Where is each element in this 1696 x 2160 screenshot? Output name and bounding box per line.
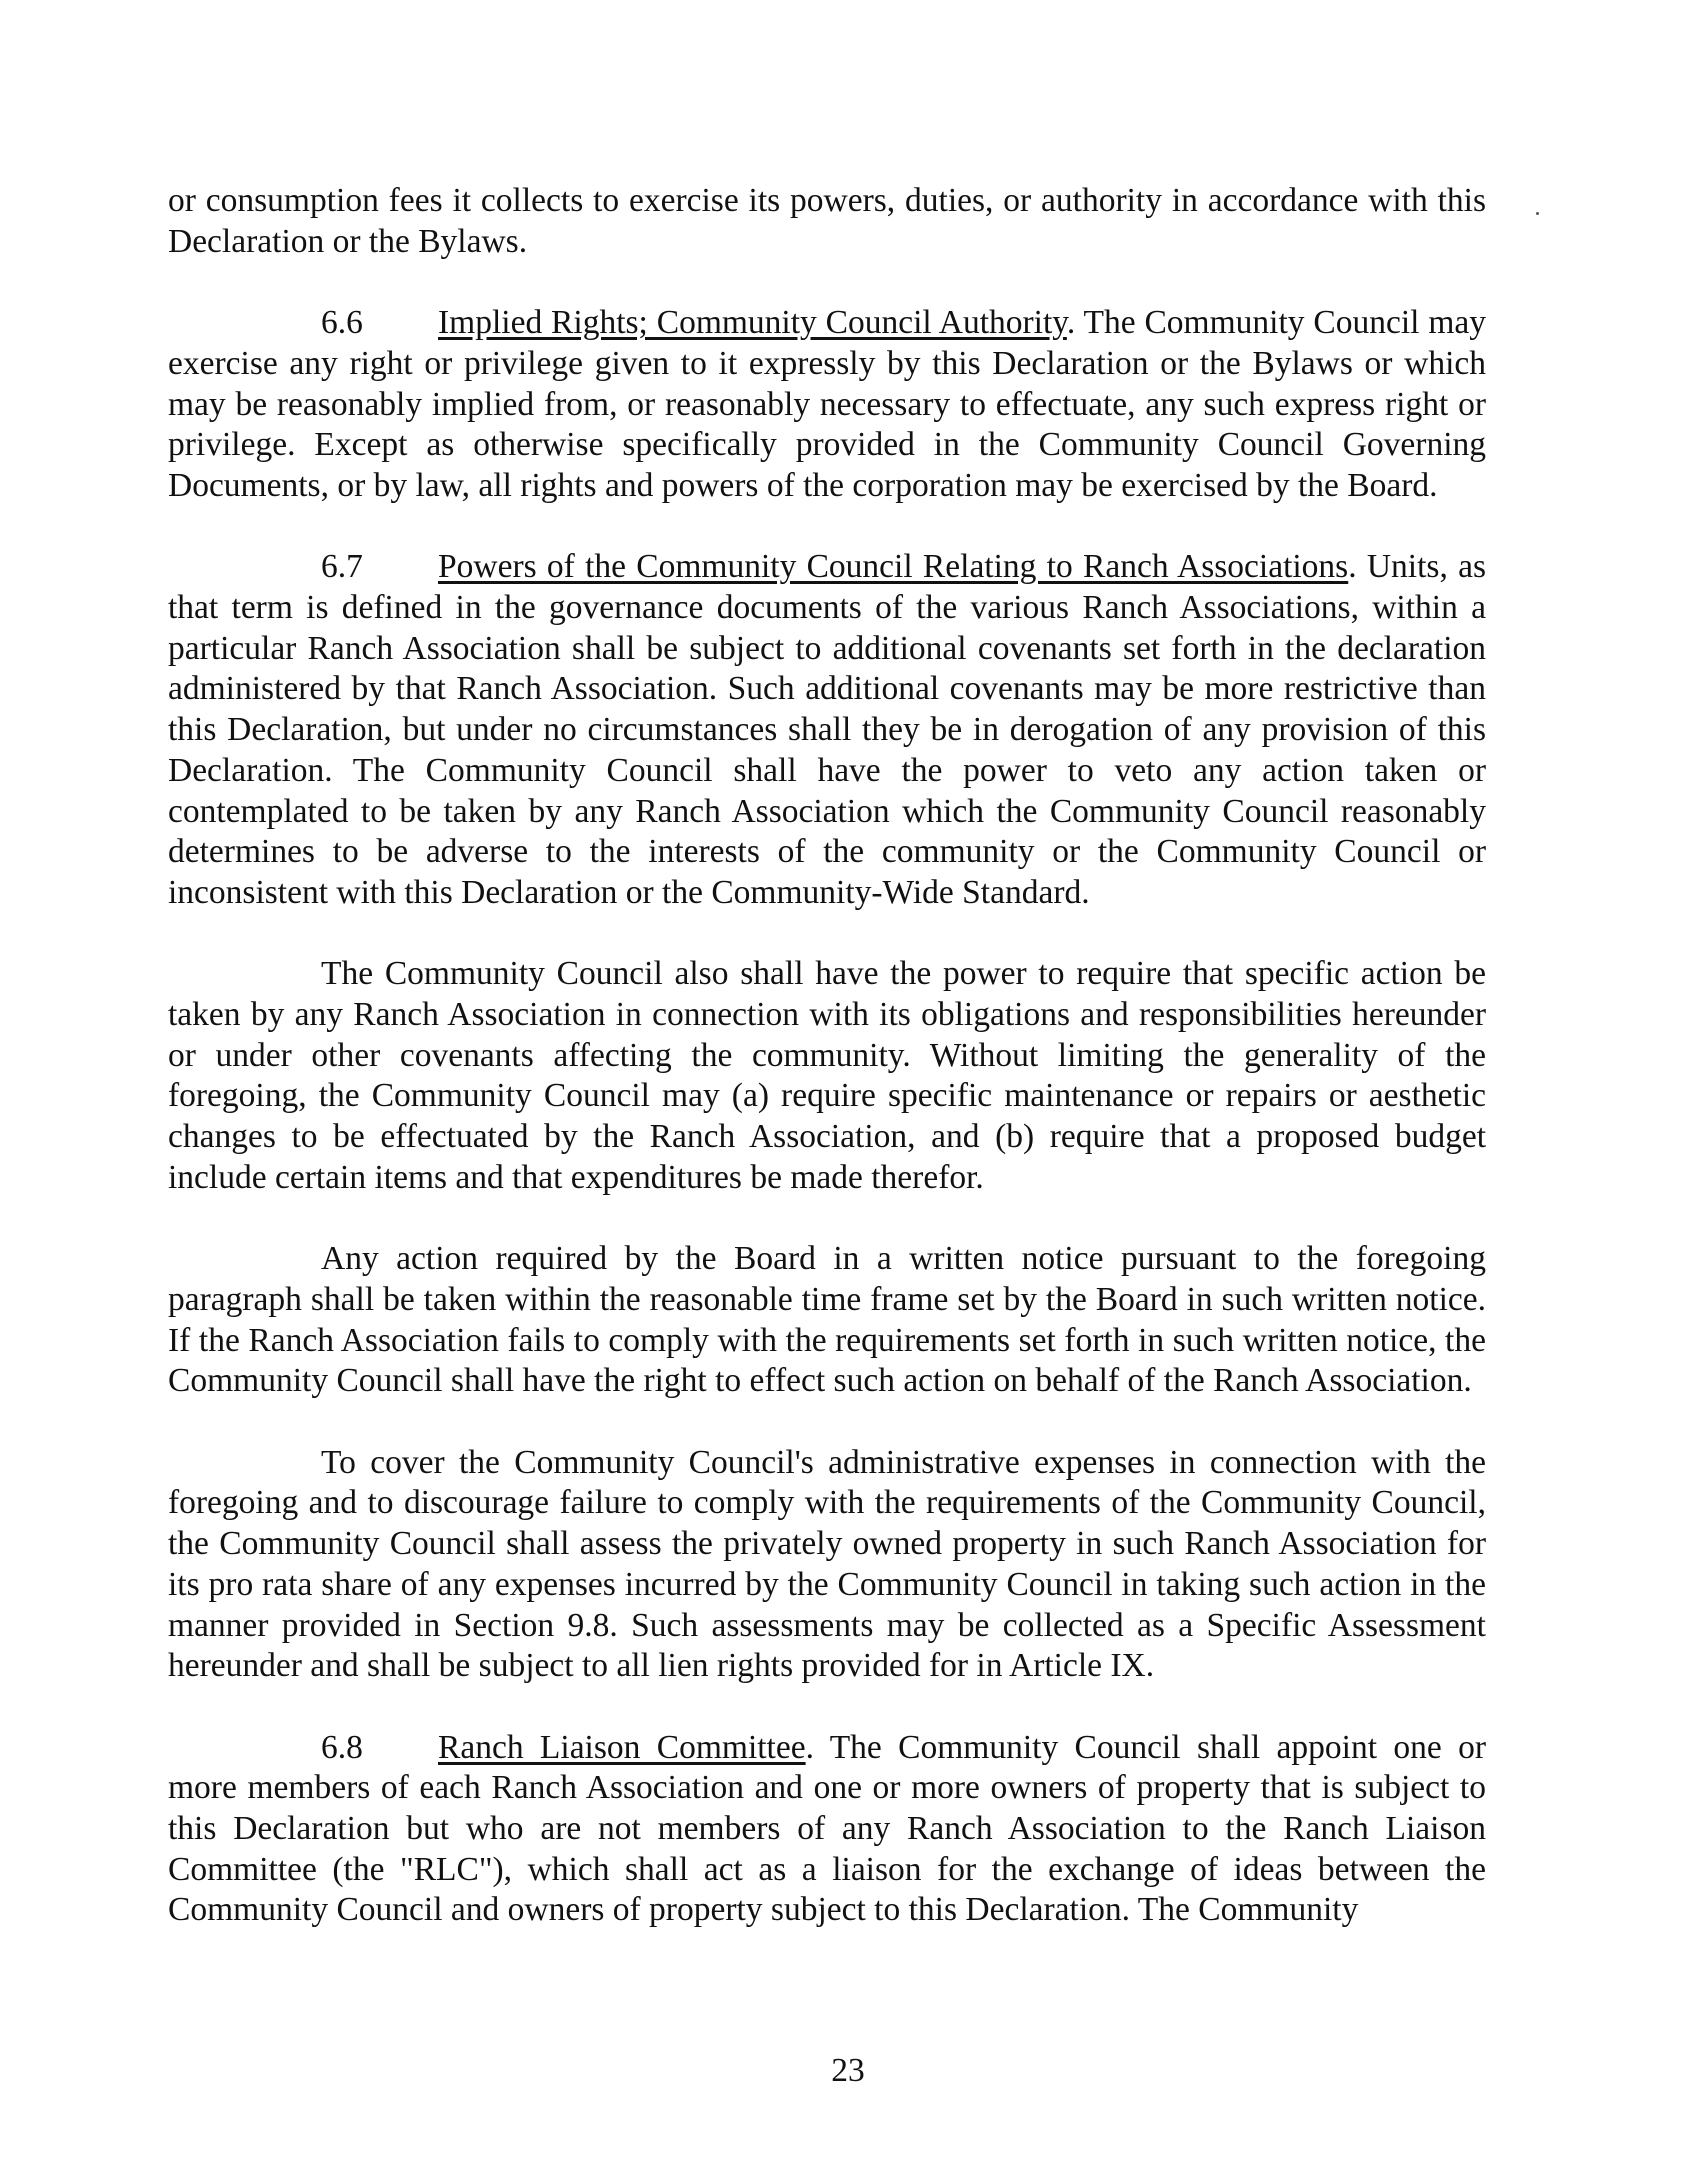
page-number: 23 — [831, 2052, 865, 2089]
section-text: . Units, as that term is defined in the governance documents of the various Ranch Associations, within a particular Ranch Association shall be subject to additional covenants set forth in the declaration administered by that Ranch Association. Such additional covenants may be more restrictive than this Declaration, but under no circumstances shall they be in derogation of any provision of this Declaration. The Community Council shall have the power to veto any action taken or contemplated to be taken by any Ranch Association which the Community Council reasonably determines to be adverse to the interests of the community or the Community Council or inconsistent with this Declaration or the Community-Wide Standard. — [168, 548, 1486, 911]
paragraph-text: or consumption fees it collects to exercise its powers, duties, or authority in accordance with this Declaration or the Bylaws. — [168, 182, 1486, 260]
section-number: 6.6 — [321, 304, 363, 342]
section-number: 6.7 — [321, 548, 363, 586]
paragraph-text: The Community Council also shall have the power to require that specific action be taken by any Ranch Association in connection with its obligations and responsibilities hereunder or under other covenants affecting the community. Without limiting the generality of the foregoing, the Community Council may (a) require specific maintenance or repairs or aesthetic changes to be effectuated by the Ranch Association, and (b) require that a proposed budget include certain items and that expenditures be made therefor. — [168, 955, 1486, 1196]
paragraph-specific-action — [168, 954, 1486, 1198]
paragraph-text: Any action required by the Board in a written notice pursuant to the foregoing paragraph shall be taken within the reasonable time frame set by the Board in such written notice. If the Ranch Association fails to comply with the requirements set forth in such written notice, the Community Council shall have the right to effect such action on behalf of the Ranch Association. — [168, 1240, 1486, 1400]
scan-speck — [1536, 212, 1539, 215]
section-heading: Powers of the Community Council Relating to Ranch Associations — [438, 548, 1349, 586]
paragraph-written-notice — [168, 1239, 1486, 1402]
paragraph-continuation — [168, 181, 1486, 262]
paragraph-administrative-expenses — [168, 1443, 1486, 1687]
section-6-8 — [168, 1728, 1486, 1932]
section-heading: Ranch Liaison Committee — [438, 1728, 806, 1766]
paragraph-text: To cover the Community Council's administrative expenses in connection with the foregoing and to discourage failure to comply with the requirements of the Community Council, the Community Council shall assess the privately owned property in such Ranch Association for its pro rata share of any expenses incurred by the Community Council in taking such action in the manner provided in Section 9.8. Such assessments may be collected as a Specific Assessment hereunder and shall be subject to all lien rights provided for in Article IX. — [168, 1443, 1486, 1685]
section-heading: Implied Rights; Community Council Authority — [438, 304, 1067, 342]
body-text — [168, 181, 1486, 1972]
section-text: . The Community Council shall appoint one or more members of each Ranch Association and one or more owners of property that is subject to this Declaration but who are not members of any Ranch Association to the Ranch Liaison Committee (the "RLC"), which shall act as a liaison for the exchange of ideas between the Community Council and owners of property subject to this Declaration. The Community — [168, 1728, 1486, 1929]
section-number: 6.8 — [321, 1728, 363, 1766]
section-text: . The Community Council may exercise any right or privilege given to it expressly by this Declaration or the Bylaws or which may be reasonably implied from, or reasonably necessary to effectuate, any such express right or privilege. Except as otherwise specifically provided in the Community Council Governing Documents, or by law, all rights and powers of the corporation may be exercised by the Board. — [168, 304, 1486, 504]
section-6-6 — [168, 303, 1486, 507]
section-6-7 — [168, 547, 1486, 913]
